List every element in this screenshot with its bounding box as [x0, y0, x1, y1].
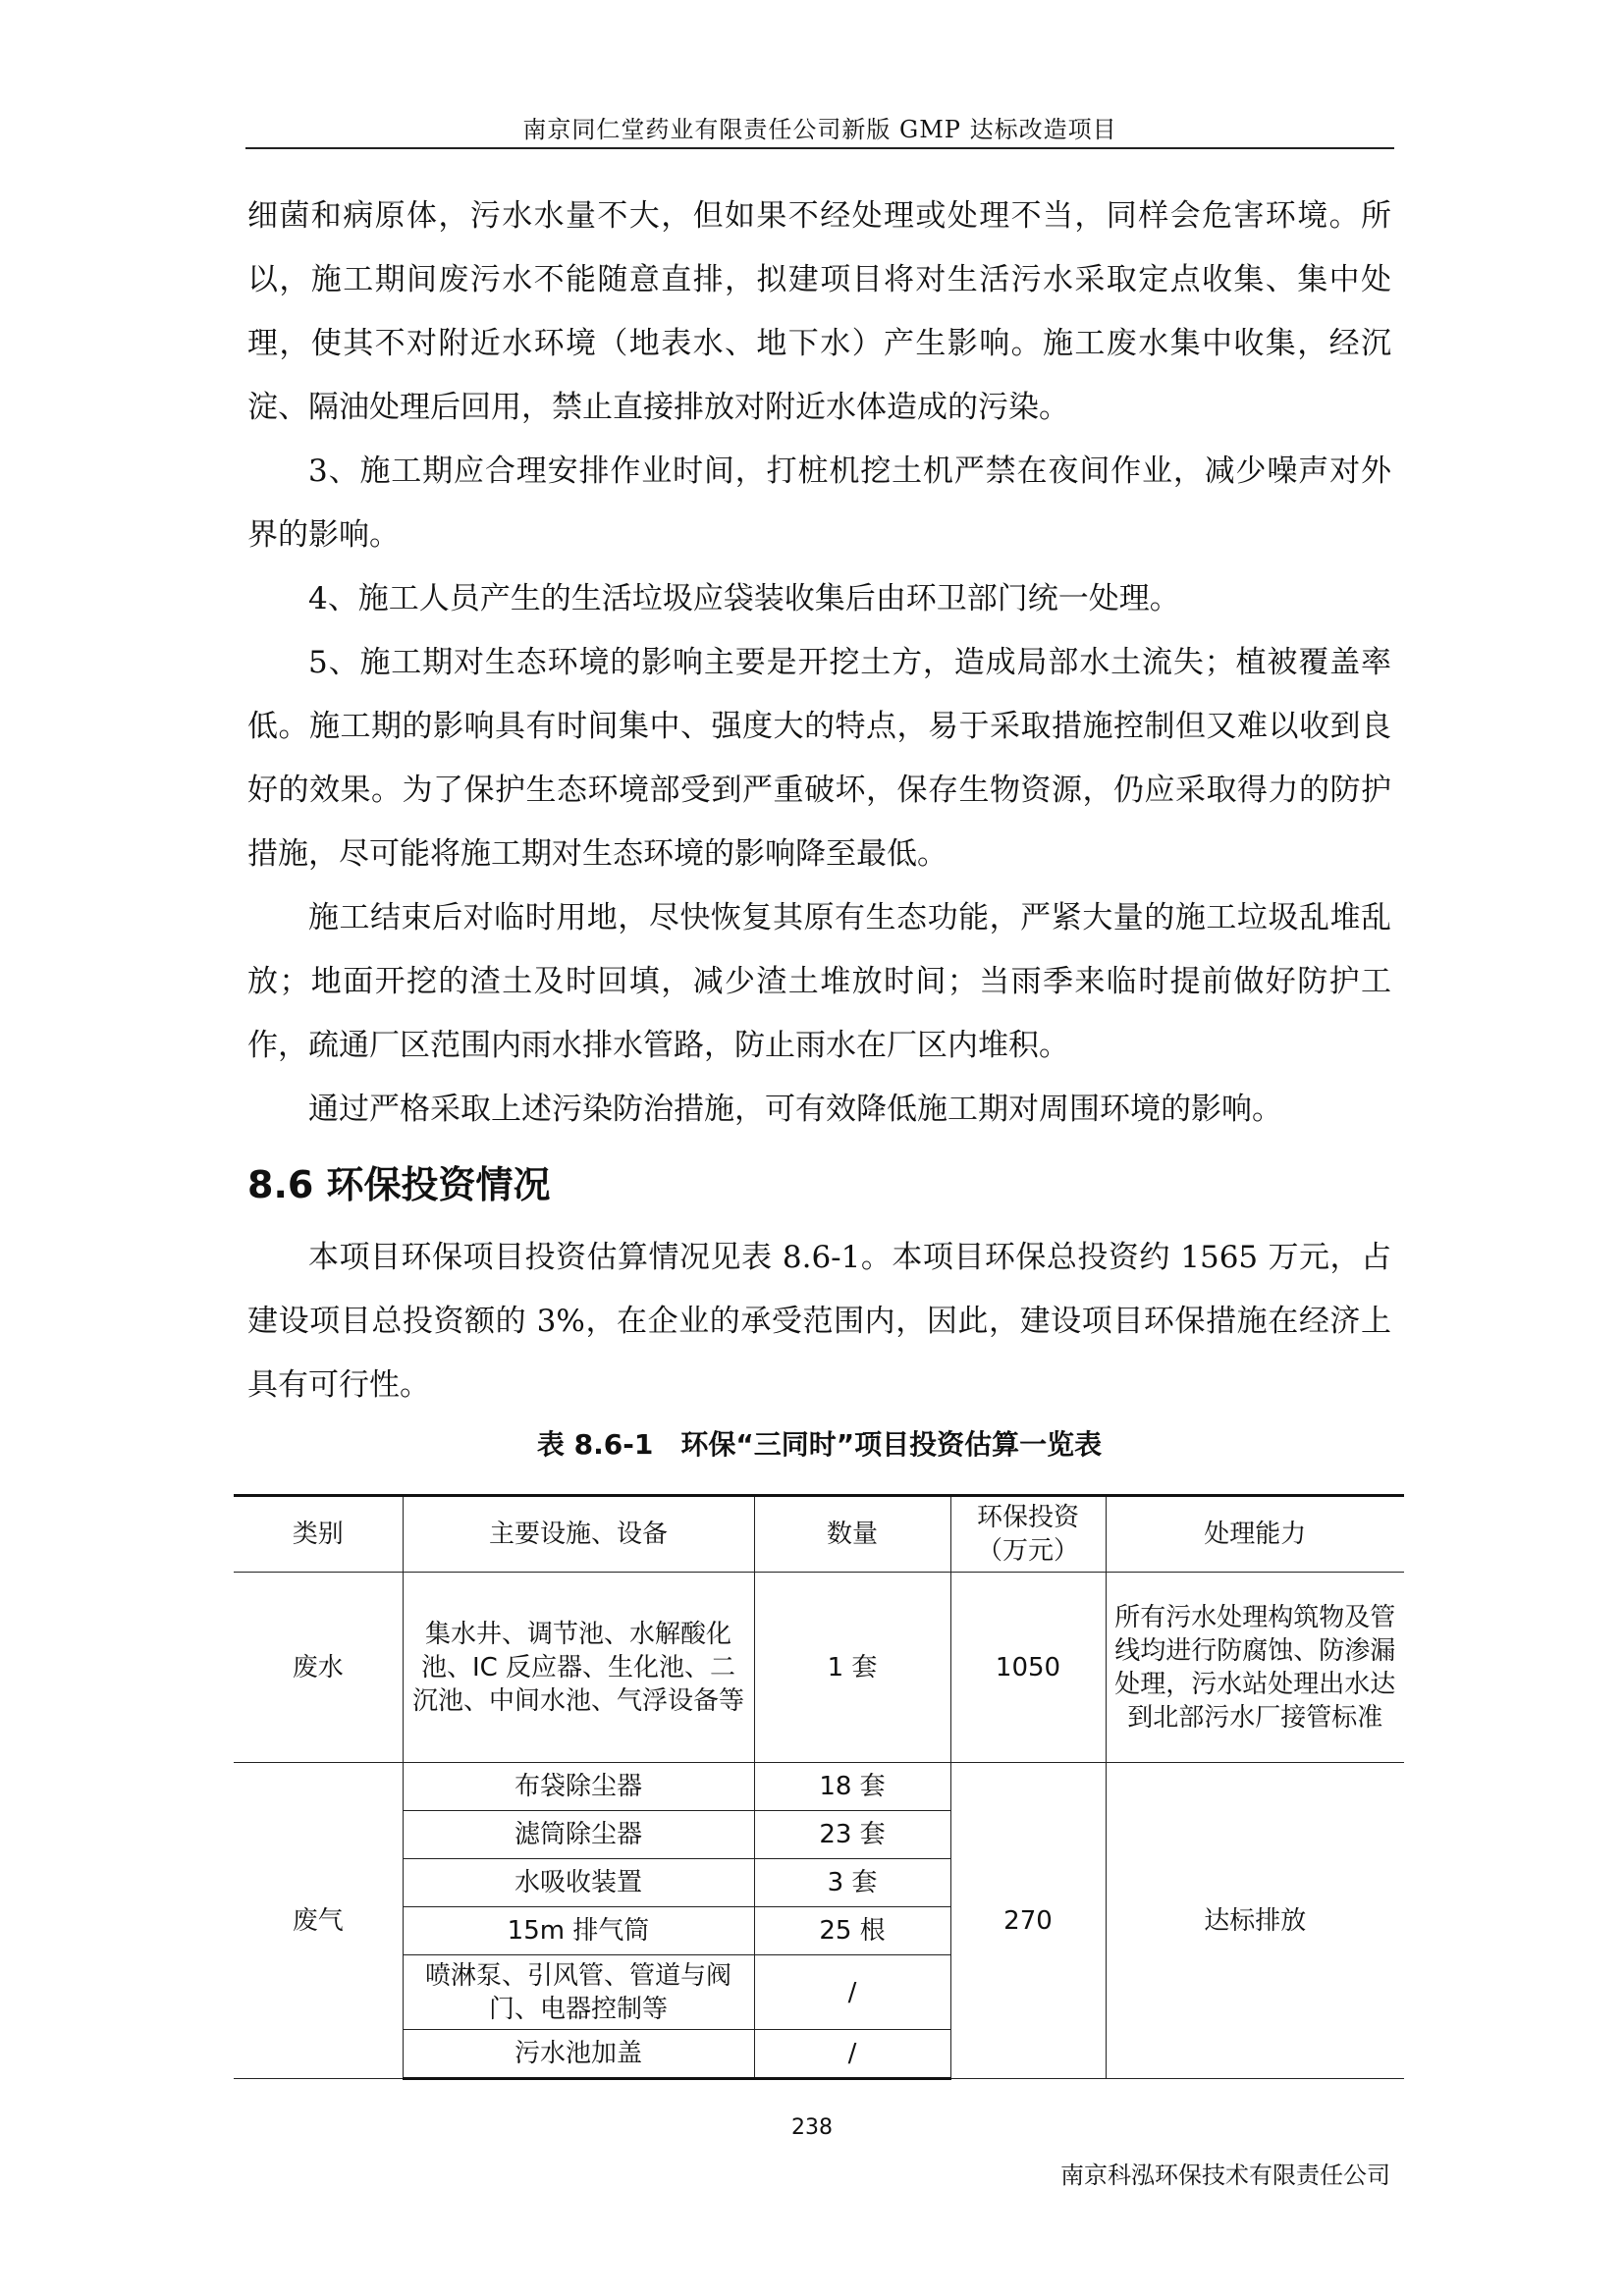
cell-investment-wastewater: 1050 [950, 1573, 1106, 1763]
body-text [247, 185, 1391, 1465]
header-category: 类别 [234, 1496, 403, 1573]
cell-quantity: / [754, 2030, 950, 2079]
investment-table [234, 1494, 1404, 2080]
cell-investment-wastegas: 270 [950, 1763, 1106, 2079]
cell-quantity: / [754, 1955, 950, 2030]
page-header-title: 南京同仁堂药业有限责任公司新版 GMP 达标改造项目 [522, 116, 1117, 143]
cell-quantity: 23 套 [754, 1811, 950, 1859]
cell-category-wastegas: 废气 [234, 1763, 403, 2079]
table-caption: 表 8.6-1 环保“三同时”项目投资估算一览表 [536, 1428, 1103, 1461]
cell-facility: 滤筒除尘器 [403, 1811, 754, 1859]
paragraph-restoration: 施工结束后对临时用地，尽快恢复其原有生态功能，严紧大量的施工垃圾乱堆乱放；地面开挖的渣土及时回填，减少渣土堆放时间；当雨季来临时提前做好防护工作，疏通厂区范围内雨水排水管路，防止雨水在厂区内堆积。 [247, 900, 1391, 1063]
paragraph-item-4: 4、施工人员产生的生活垃圾应袋装收集后由环卫部门统一处理。 [308, 581, 1180, 616]
cell-category-wastewater: 废水 [234, 1573, 403, 1763]
header-capacity: 处理能力 [1106, 1496, 1404, 1573]
cell-quantity: 25 根 [754, 1907, 950, 1955]
paragraph-item-3: 3、施工期应合理安排作业时间，打桩机挖土机严禁在夜间作业，减少噪声对外界的影响。 [247, 454, 1391, 553]
cell-quantity: 18 套 [754, 1763, 950, 1811]
cell-quantity-wastewater: 1 套 [754, 1573, 950, 1763]
section-intro: 本项目环保项目投资估算情况见表 8.6-1。本项目环保总投资约 1565 万元，占建设项目总投资额的 3%，在企业的承受范围内，因此，建设项目环保措施在经济上具有可行性。 [247, 1240, 1391, 1403]
table-row-wastewater [234, 1573, 1404, 1763]
header-rule [245, 147, 1394, 149]
header-quantity: 数量 [754, 1496, 950, 1573]
table-row [234, 1763, 1404, 1811]
paragraph-summary: 通过严格采取上述污染防治措施，可有效降低施工期对周围环境的影响。 [308, 1092, 1282, 1127]
paragraph-continuation: 细菌和病原体，污水水量不大，但如果不经处理或处理不当，同样会危害环境。所以，施工期间废污水不能随意直排，拟建项目将对生活污水采取定点收集、集中处理，使其不对附近水环境（地表水、地下水）产生影响。施工废水集中收集，经沉淀、隔油处理后回用，禁止直接排放对附近水体造成的污染。 [247, 198, 1391, 425]
cell-facility-wastewater: 集水井、调节池、水解酸化池、IC 反应器、生化池、二沉池、中间水池、气浮设备等 [403, 1573, 754, 1763]
table-header-row [234, 1496, 1404, 1573]
cell-facility: 水吸收装置 [403, 1859, 754, 1907]
cell-facility: 15m 排气筒 [403, 1907, 754, 1955]
page-number: 238 [791, 2115, 833, 2140]
cell-capacity-wastegas: 达标排放 [1106, 1763, 1404, 2079]
header-investment: 环保投资（万元） [950, 1496, 1106, 1573]
cell-facility: 布袋除尘器 [403, 1763, 754, 1811]
cell-quantity: 3 套 [754, 1859, 950, 1907]
cell-capacity-wastewater: 所有污水处理构筑物及管线均进行防腐蚀、防渗漏处理，污水站处理出水达到北部污水厂接管标准 [1106, 1573, 1404, 1763]
cell-facility: 污水池加盖 [403, 2030, 754, 2079]
footer-company: 南京科泓环保技术有限责任公司 [1060, 2162, 1390, 2189]
paragraph-item-5: 5、施工期对生态环境的影响主要是开挖土方，造成局部水土流失；植被覆盖率低。施工期的影响具有时间集中、强度大的特点，易于采取措施控制但又难以收到良好的效果。为了保护生态环境部受到严重破坏，保存生物资源，仍应采取得力的防护措施，尽可能将施工期对生态环境的影响降至最低。 [247, 645, 1391, 872]
header-facility: 主要设施、设备 [403, 1496, 754, 1573]
section-heading: 8.6 环保投资情况 [247, 1163, 551, 1206]
cell-facility: 喷淋泵、引风管、管道与阀门、电器控制等 [403, 1955, 754, 2030]
